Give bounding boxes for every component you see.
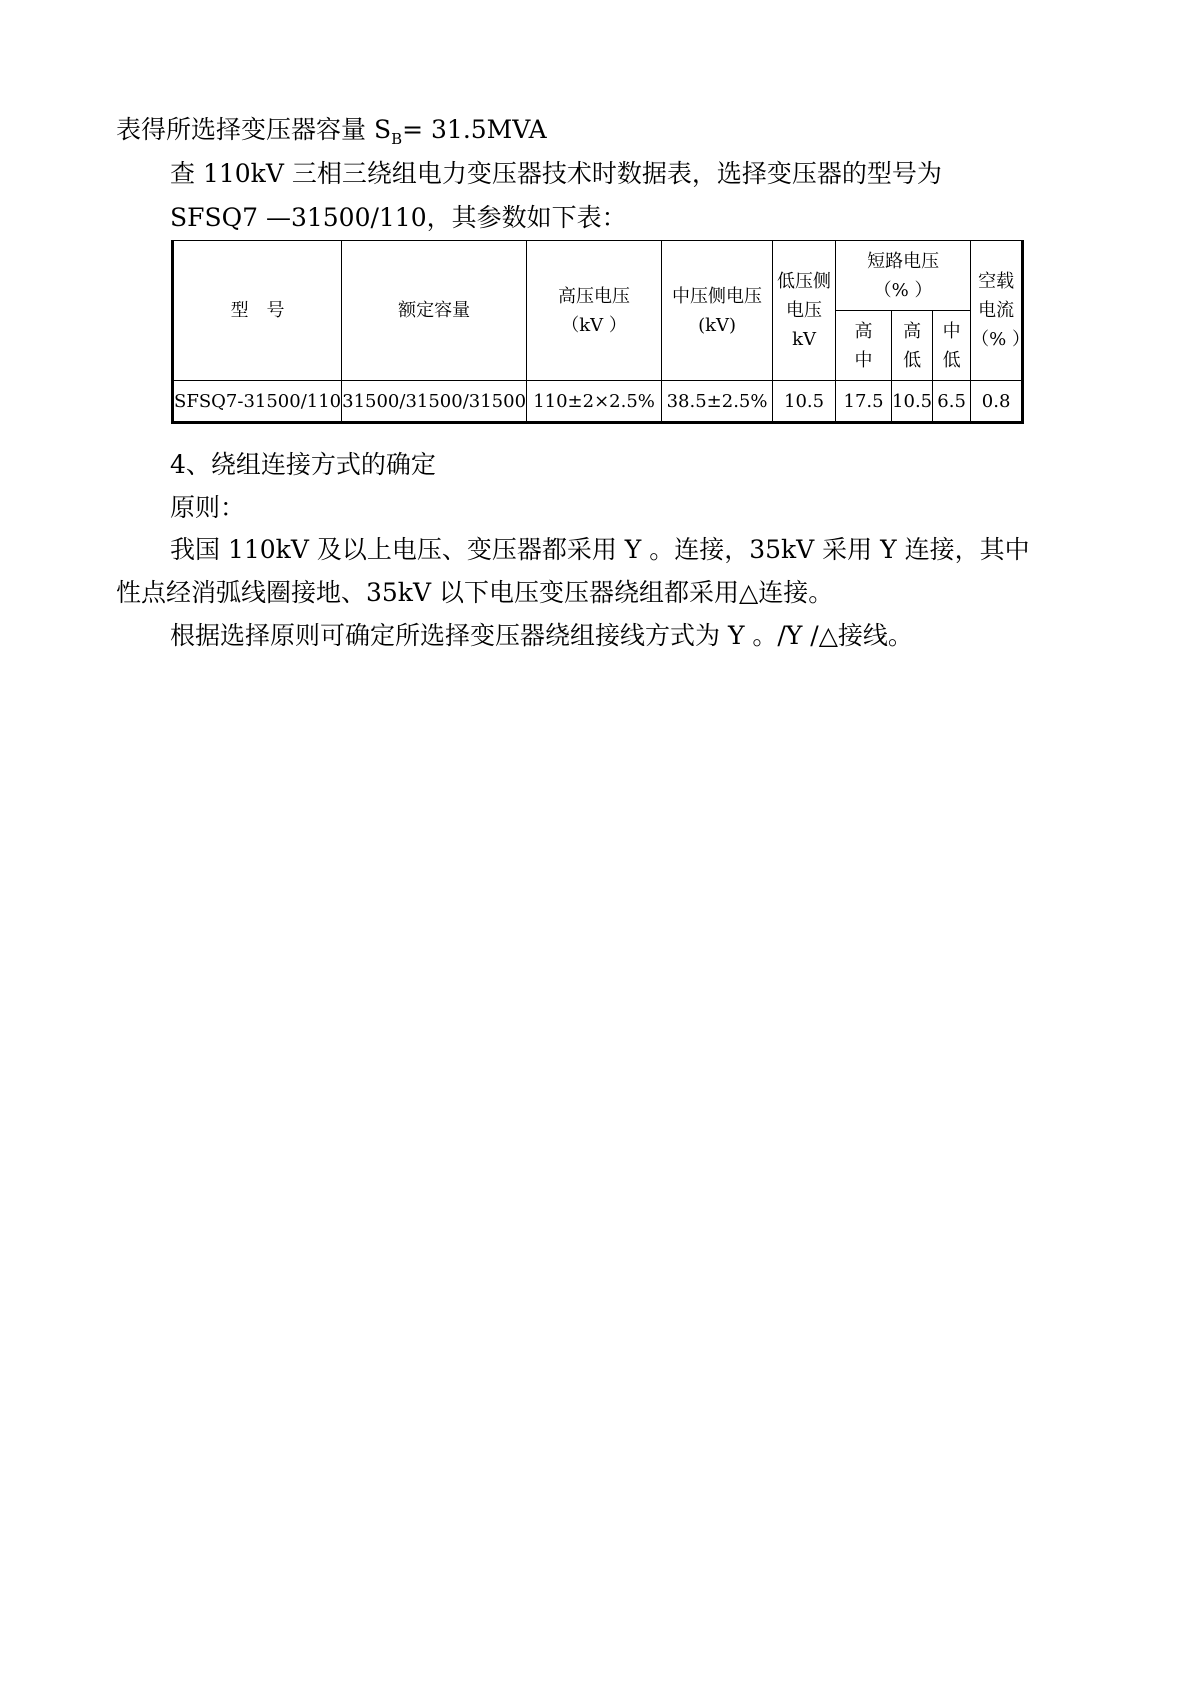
header-high-mid [836, 311, 892, 381]
header-high-low-b: 低 [903, 349, 922, 371]
conclusion-paragraph: 根据选择原则可确定所选择变压器绕组接线方式为 Y 。/Y /△接线。 [170, 621, 913, 650]
capacity-paragraph [116, 112, 547, 157]
header-no-load-current [971, 241, 1030, 381]
header-short-circuit-unit: （% ） [873, 279, 933, 301]
section-heading: 4、绕组连接方式的确定 [170, 450, 436, 479]
header-mid-low [933, 311, 971, 381]
header-lv-voltage-label-b: 电压 [786, 300, 823, 321]
cell-high-mid: 17.5 [836, 381, 892, 423]
header-mid-low-a: 中 [942, 320, 961, 342]
cell-mv-voltage: 38.5±2.5% [662, 381, 773, 423]
selection-paragraph-line2: SFSQ7 —31500/110，其参数如下表： [170, 203, 627, 232]
header-lv-voltage-label-a: 低压侧 [777, 271, 832, 292]
header-high-low-a: 高 [903, 320, 922, 342]
cell-rated-capacity: 31500/31500/31500 [342, 381, 527, 423]
capacity-text: 表得所选择变压器容量 S [116, 115, 392, 144]
header-mid-low-b: 低 [942, 349, 961, 371]
cell-hv-voltage: 110±2×2.5% [527, 381, 662, 423]
header-lv-voltage [773, 241, 836, 381]
cell-lv-voltage: 10.5 [773, 381, 836, 423]
header-no-load-label-a: 空载 [978, 271, 1015, 292]
cell-model: SFSQ7-31500/110 [173, 381, 342, 423]
capacity-value: = 31.5MVA [402, 115, 547, 144]
header-mv-voltage-unit: (kV) [698, 314, 737, 336]
header-hv-voltage [527, 241, 662, 381]
table-row [173, 381, 1023, 423]
cell-no-load-current: 0.8 [971, 381, 1023, 423]
header-hv-voltage-label: 高压电压 [558, 285, 631, 307]
header-lv-voltage-unit: kV [792, 329, 816, 350]
cell-high-low: 10.5 [892, 381, 933, 423]
capacity-subscript: B [391, 130, 403, 148]
principle-label: 原则： [170, 493, 246, 522]
header-model: 型 号 [173, 241, 342, 381]
transformer-parameter-table [171, 240, 1030, 424]
header-no-load-label-b: 电流 [978, 300, 1015, 321]
selection-paragraph-line1: 查 110kV 三相三绕组电力变压器技术时数据表，选择变压器的型号为 [170, 159, 942, 188]
header-mv-voltage [662, 241, 773, 381]
header-hv-voltage-unit: （kV ） [561, 314, 627, 336]
header-high-mid-b: 中 [854, 349, 873, 371]
header-short-circuit [836, 241, 971, 311]
header-short-circuit-label: 短路电压 [867, 250, 940, 272]
header-high-mid-a: 高 [854, 320, 873, 342]
header-no-load-unit: （% ） [971, 329, 1030, 350]
header-high-low [892, 311, 933, 381]
principle-line2: 性点经消弧线圈接地、35kV 以下电压变压器绕组都采用△连接。 [116, 578, 834, 607]
header-mv-voltage-label: 中压侧电压 [672, 285, 763, 307]
header-rated-capacity: 额定容量 [342, 241, 527, 381]
cell-mid-low: 6.5 [933, 381, 971, 423]
principle-line1: 我国 110kV 及以上电压、变压器都采用 Y 。连接，35kV 采用 Y 连接，其中 [170, 535, 1030, 564]
